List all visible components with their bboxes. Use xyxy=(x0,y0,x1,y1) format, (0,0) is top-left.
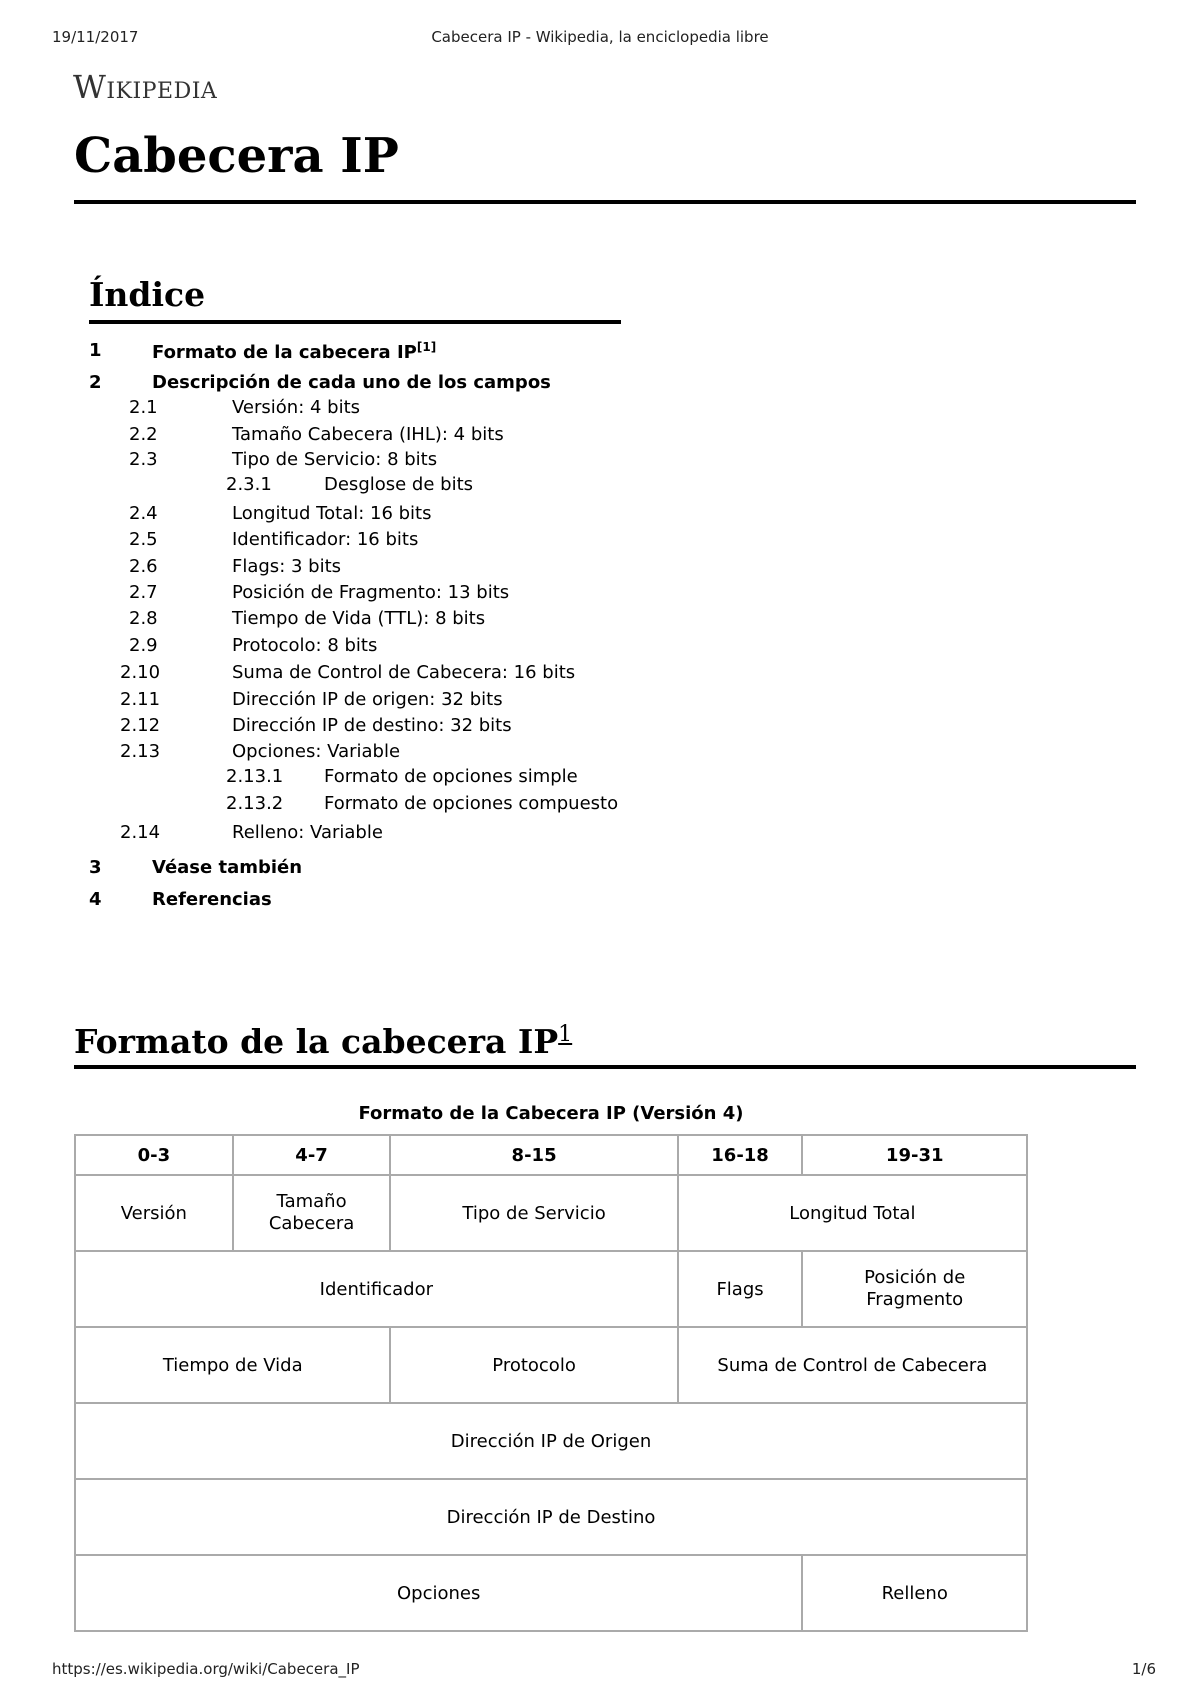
toc-item-text: Flags: 3 bits xyxy=(232,556,342,577)
toc-item-number: 2.9 xyxy=(129,635,158,656)
toc-item-number: 2.6 xyxy=(129,556,158,577)
toc-title: Índice xyxy=(89,275,621,324)
header-cell: 0-3 xyxy=(75,1135,233,1175)
print-date: 19/11/2017 xyxy=(52,28,139,46)
ip-header-table xyxy=(74,1134,1028,1632)
page-title: Cabecera IP xyxy=(74,128,1136,204)
toc-item-label xyxy=(232,424,504,445)
toc-item-number: 2.14 xyxy=(120,822,161,843)
toc-item-number: 2.5 xyxy=(129,529,158,550)
toc-item-number: 3 xyxy=(89,857,102,878)
toc-item-text: Dirección IP de destino: 32 bits xyxy=(232,715,512,736)
ihl-line2: Cabecera xyxy=(268,1213,355,1234)
toc-item-number: 2.13.1 xyxy=(226,766,284,787)
page-number: 1/6 xyxy=(1131,1660,1156,1678)
toc-item-text: Opciones: Variable xyxy=(232,741,401,762)
table-row xyxy=(75,1555,1027,1631)
header-cell: 16-18 xyxy=(678,1135,803,1175)
padding-cell: Relleno xyxy=(802,1555,1027,1631)
table-row xyxy=(75,1251,1027,1327)
toc-item-text: Formato de opciones compuesto xyxy=(324,793,619,814)
toc-item-text: Descripción de cada uno de los campos xyxy=(152,372,551,393)
table-of-contents xyxy=(89,275,621,920)
toc-item-number: 1 xyxy=(89,340,102,361)
toc-item-label xyxy=(152,857,302,878)
toc-item-text: Formato de la cabecera IP xyxy=(152,342,417,363)
toc-item-text: Suma de Control de Cabecera: 16 bits xyxy=(232,662,576,683)
toc-item-label xyxy=(232,662,575,683)
toc-item-number: 2.7 xyxy=(129,582,158,603)
toc-item-text: Tamaño Cabecera (IHL): 4 bits xyxy=(232,424,504,445)
toc-list xyxy=(89,340,621,920)
table-header-row xyxy=(75,1135,1027,1175)
toc-item-number: 2.13 xyxy=(120,741,161,762)
ttl-cell: Tiempo de Vida xyxy=(75,1327,390,1403)
toc-item-number: 2.2 xyxy=(129,424,158,445)
flags-cell: Flags xyxy=(678,1251,803,1327)
toc-item-label xyxy=(232,635,377,656)
toc-item-label xyxy=(232,529,418,550)
toc-item-label xyxy=(232,608,485,629)
table-caption: Formato de la Cabecera IP (Versión 4) xyxy=(358,1103,744,1124)
toc-item-text: Posición de Fragmento: 13 bits xyxy=(232,582,510,603)
toc-item-number: 2 xyxy=(89,372,102,393)
toc-item-label xyxy=(232,822,383,843)
toc-item-label xyxy=(152,340,436,363)
toc-item-number: 2.13.2 xyxy=(226,793,284,814)
tos-cell: Tipo de Servicio xyxy=(390,1175,677,1251)
page-url: https://es.wikipedia.org/wiki/Cabecera_IP xyxy=(52,1660,360,1678)
wikipedia-logo[interactable]: Wikipedia xyxy=(73,68,218,106)
toc-item-label xyxy=(324,474,473,495)
table-row xyxy=(75,1403,1027,1479)
frag-line1: Posición de xyxy=(864,1267,966,1288)
toc-item-label xyxy=(232,689,503,710)
toc-item-number: 2.4 xyxy=(129,503,158,524)
toc-item-text: Formato de opciones simple xyxy=(324,766,578,787)
toc-item-label xyxy=(232,582,509,603)
toc-item-label xyxy=(152,372,551,393)
toc-item-text: Dirección IP de origen: 32 bits xyxy=(232,689,503,710)
table-row xyxy=(75,1175,1027,1251)
table-row xyxy=(75,1327,1027,1403)
toc-item-text: Longitud Total: 16 bits xyxy=(232,503,432,524)
toc-item-number: 4 xyxy=(89,889,102,910)
toc-item-text: Protocolo: 8 bits xyxy=(232,635,378,656)
toc-item-label xyxy=(324,766,578,787)
identifier-cell: Identificador xyxy=(75,1251,678,1327)
print-page-title: Cabecera IP - Wikipedia, la enciclopedia libre xyxy=(431,28,769,46)
toc-item-label xyxy=(232,503,432,524)
fragment-offset-cell xyxy=(802,1251,1027,1327)
ihl-line1: Tamaño xyxy=(276,1191,347,1212)
toc-item-number: 2.11 xyxy=(120,689,161,710)
toc-item-text: Identificador: 16 bits xyxy=(232,529,419,550)
toc-item-text: Tipo de Servicio: 8 bits xyxy=(232,449,438,470)
toc-item-label xyxy=(232,556,341,577)
header-cell: 4-7 xyxy=(233,1135,391,1175)
options-cell: Opciones xyxy=(75,1555,802,1631)
toc-item-number: 2.3.1 xyxy=(226,474,272,495)
toc-item-label xyxy=(324,793,618,814)
toc-item-label xyxy=(232,397,360,418)
header-cell: 19-31 xyxy=(802,1135,1027,1175)
toc-item-label xyxy=(232,741,400,762)
toc-item-text: Referencias xyxy=(152,889,272,910)
header-cell: 8-15 xyxy=(390,1135,677,1175)
destination-address-cell: Dirección IP de Destino xyxy=(75,1479,1027,1555)
toc-item-number: 2.8 xyxy=(129,608,158,629)
toc-item-text: Desglose de bits xyxy=(324,474,474,495)
toc-item-label xyxy=(232,449,437,470)
protocol-cell: Protocolo xyxy=(390,1327,677,1403)
toc-item-number: 2.1 xyxy=(129,397,158,418)
checksum-cell: Suma de Control de Cabecera xyxy=(678,1327,1027,1403)
toc-item-text: Versión: 4 bits xyxy=(232,397,361,418)
toc-item-sup: [1] xyxy=(416,340,437,354)
version-cell: Versión xyxy=(75,1175,233,1251)
ihl-cell xyxy=(233,1175,391,1251)
toc-item-text: Tiempo de Vida (TTL): 8 bits xyxy=(232,608,486,629)
toc-item-label xyxy=(232,715,512,736)
source-address-cell: Dirección IP de Origen xyxy=(75,1403,1027,1479)
reference-link[interactable]: 1 xyxy=(558,1022,573,1047)
toc-item-text: Véase también xyxy=(152,857,303,878)
total-length-cell: Longitud Total xyxy=(678,1175,1027,1251)
frag-line2: Fragmento xyxy=(866,1289,964,1310)
toc-item-number: 2.3 xyxy=(129,449,158,470)
toc-item-label xyxy=(152,889,272,910)
section-title-text: Formato de la cabecera IP xyxy=(74,1022,559,1061)
table-row xyxy=(75,1479,1027,1555)
toc-item-number: 2.12 xyxy=(120,715,161,736)
toc-item-text: Relleno: Variable xyxy=(232,822,383,843)
toc-item-number: 2.10 xyxy=(120,662,161,683)
section-title xyxy=(74,1022,1136,1069)
